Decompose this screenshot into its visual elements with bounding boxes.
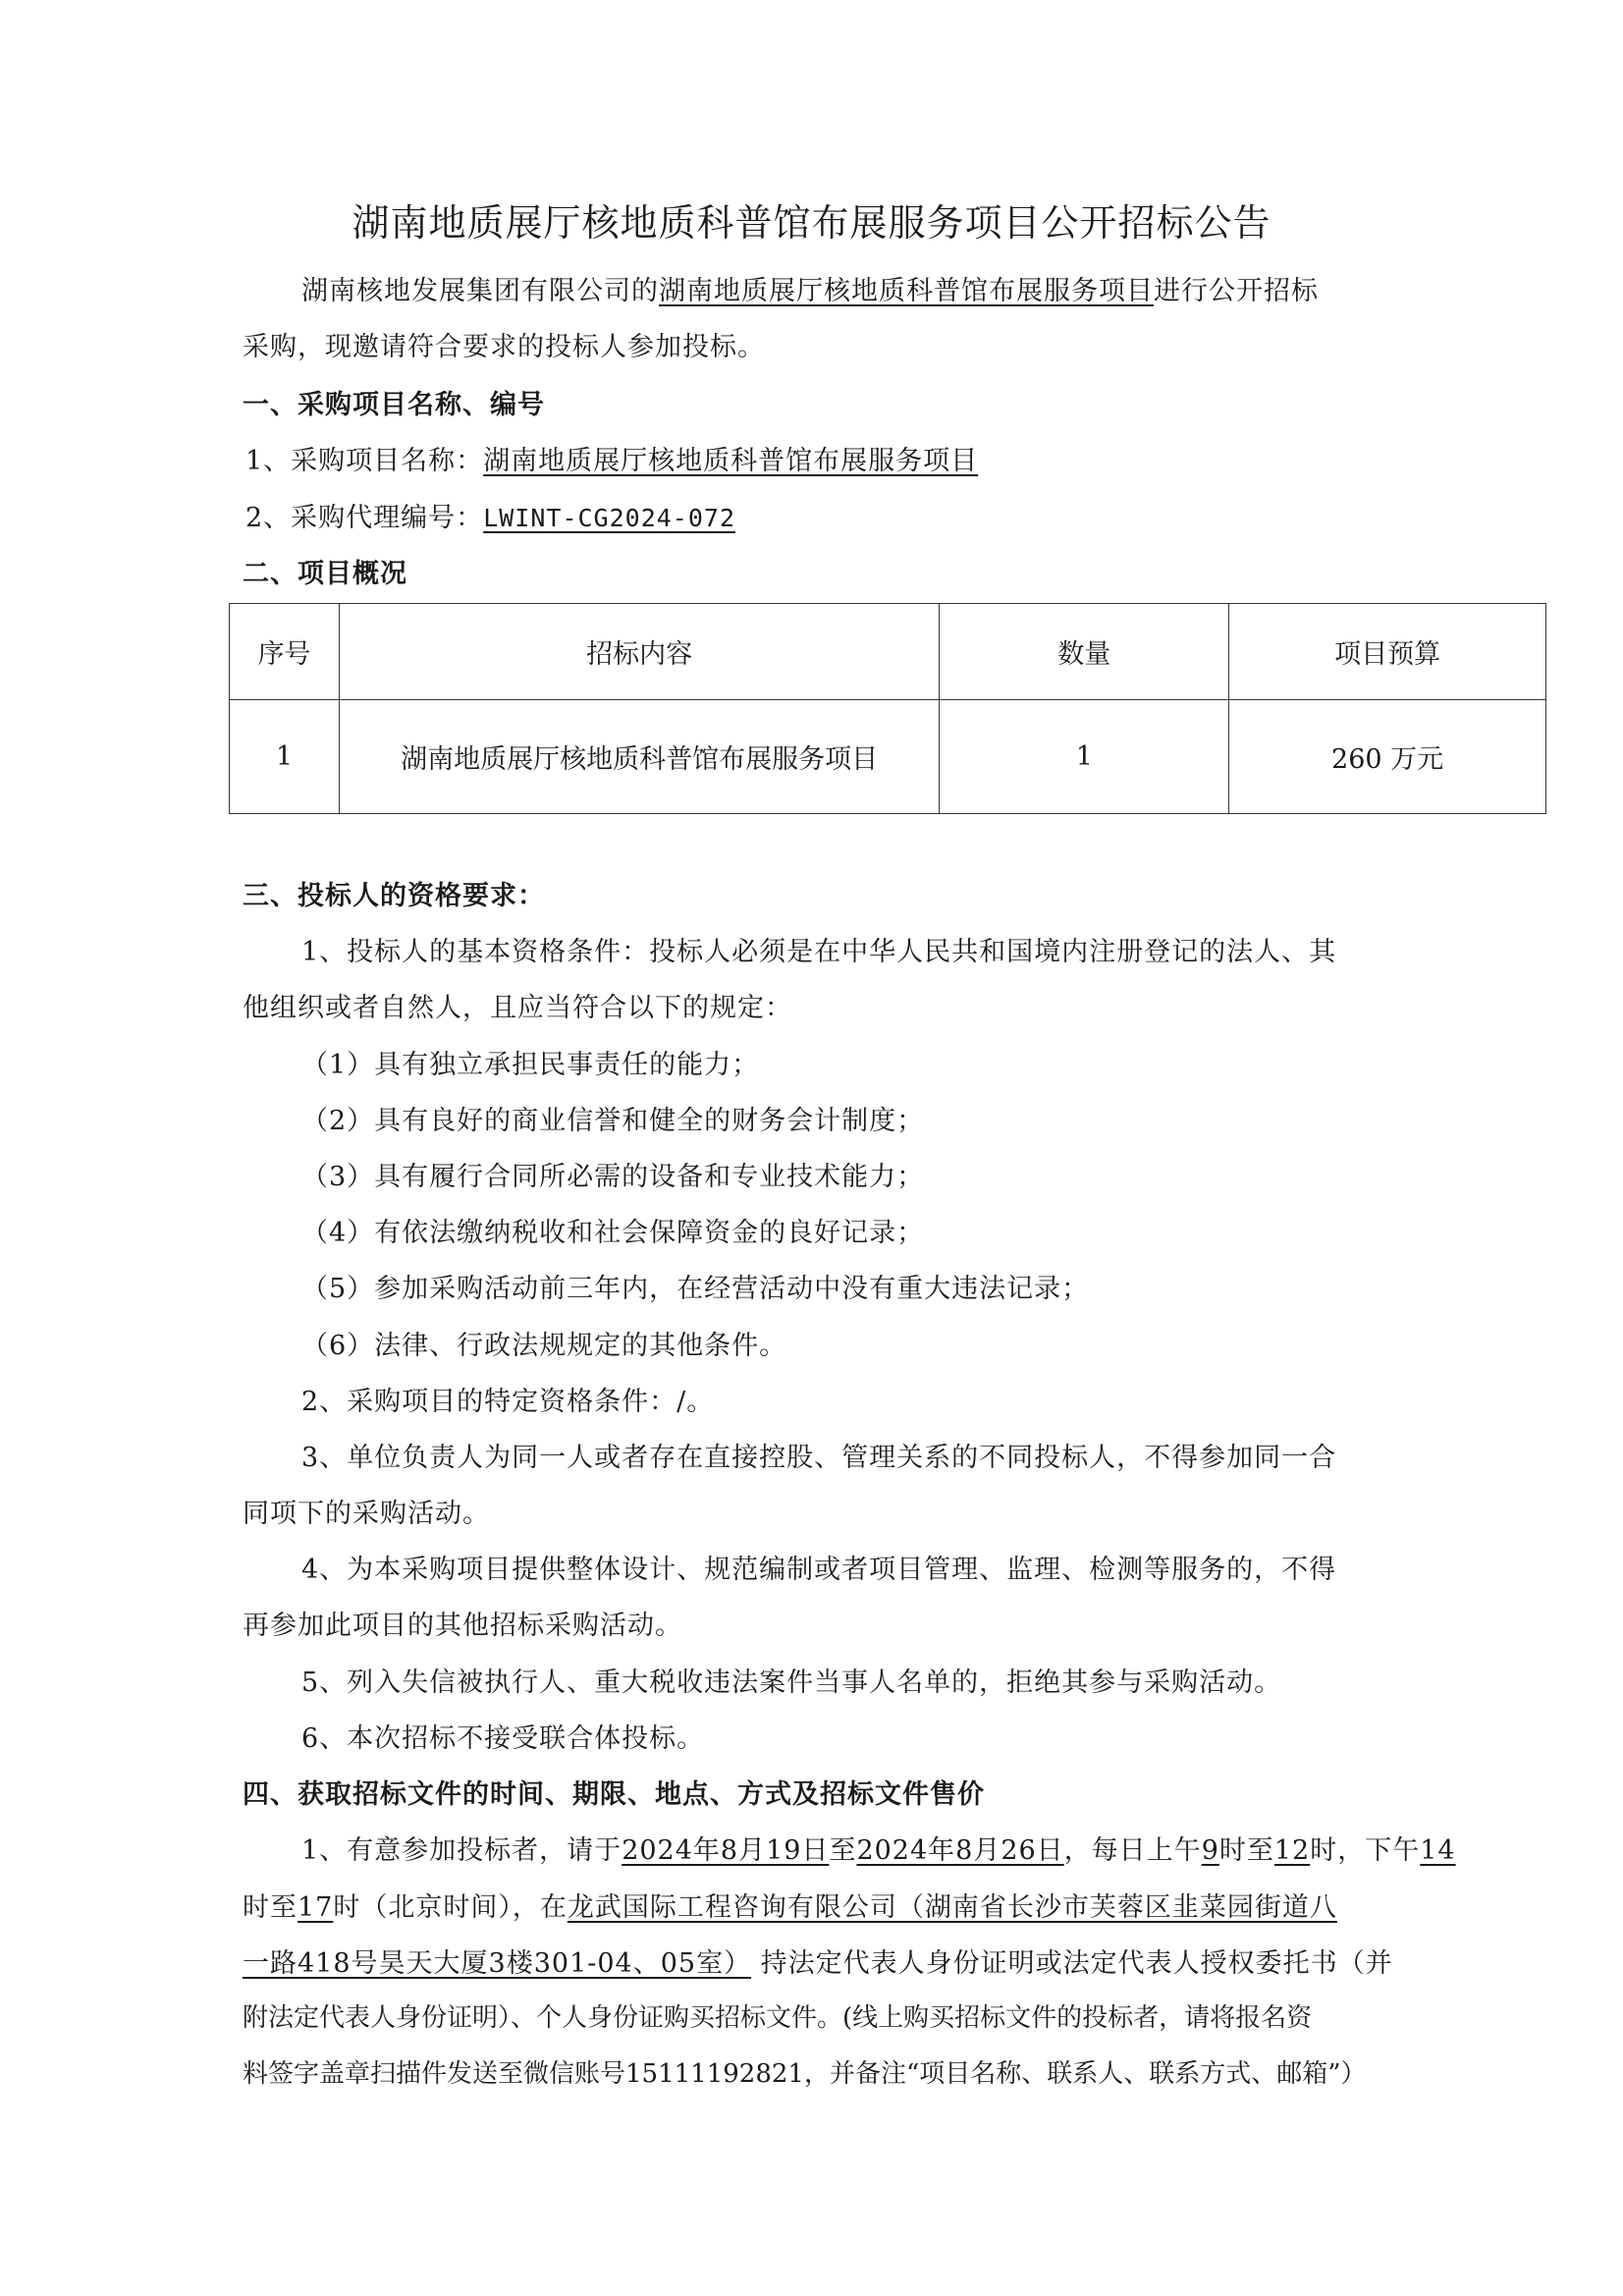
qualification-item-4: （4）有依法缴纳税收和社会保障资金的良好记录；	[301, 1218, 925, 1248]
acquisition-line-4: 附法定代表人身份证明）、个人身份证购买招标文件。(线上购买招标文件的投标者，请将报名资	[243, 2003, 1313, 2033]
start-date: 2024年8月19日	[622, 1835, 830, 1866]
qualification-p3-line-1: 3、单位负责人为同一人或者存在直接控股、管理关系的不同投标人，不得参加同一合	[301, 1443, 1337, 1473]
qualification-p1-line-2: 他组织或者自然人，且应当符合以下的规定：	[243, 993, 792, 1023]
agency-address: 龙武国际工程咨询有限公司（湖南省长沙市芙蓉区韭菜园街道八	[567, 1892, 1337, 1923]
intro-line-1	[301, 269, 1319, 307]
text: 持法定代表人身份证明或法定代表人授权委托书（并	[751, 1948, 1393, 1979]
qualification-item-2: （2）具有良好的商业信誉和健全的财务会计制度；	[301, 1106, 925, 1136]
qualification-item-5: （5）参加采购活动前三年内，在经营活动中没有重大违法记录；	[301, 1274, 1090, 1304]
project-overview-table	[229, 603, 1546, 814]
agency-code-label: 2、采购代理编号：	[245, 503, 484, 533]
text: 时（北京时间），在	[333, 1892, 568, 1923]
agency-address-cont: 一路418号昊天大厦3楼301-04、05室）	[243, 1948, 752, 1979]
afternoon-end-hour: 17	[298, 1892, 334, 1923]
morning-start-hour: 9	[1201, 1835, 1219, 1866]
intro-text: 湖南核地发展集团有限公司的	[301, 276, 659, 306]
section-3-heading: 三、投标人的资格要求：	[243, 881, 545, 911]
intro-line-2: 采购，现邀请符合要求的投标人参加投标。	[243, 332, 765, 362]
project-name-line	[245, 439, 978, 477]
acquisition-line-5: 料签字盖章扫描件发送至微信账号15111192821，并备注“项目名称、联系人、联系方式、邮箱”）	[243, 2059, 1367, 2089]
qualification-p5: 5、列入失信被执行人、重大税收违法案件当事人名单的，拒绝其参与采购活动。	[301, 1667, 1282, 1698]
text: 时至	[243, 1892, 298, 1923]
qualification-p2: 2、采购项目的特定资格条件：/。	[301, 1387, 715, 1417]
afternoon-start-hour: 14	[1420, 1835, 1456, 1866]
cell-quantity: 1	[940, 700, 1229, 814]
project-name-label: 1、采购项目名称：	[245, 446, 484, 476]
acquisition-line-1	[301, 1829, 1456, 1867]
text: 时至	[1218, 1835, 1274, 1866]
text: ，每日上午	[1063, 1835, 1202, 1866]
section-2-heading: 二、项目概况	[243, 559, 407, 589]
text: 1、有意参加投标者，请于	[301, 1835, 622, 1866]
section-1-heading: 一、采购项目名称、编号	[243, 390, 545, 420]
qualification-p1-line-1: 1、投标人的基本资格条件：投标人必须是在中华人民共和国境内注册登记的法人、其	[301, 937, 1337, 967]
intro-text-tail: 进行公开招标	[1154, 276, 1319, 306]
cell-content: 湖南地质展厅核地质科普馆布展服务项目	[339, 700, 940, 814]
agency-code-line	[245, 496, 735, 534]
qualification-p4-line-1: 4、为本采购项目提供整体设计、规范编制或者项目管理、监理、检测等服务的，不得	[301, 1555, 1337, 1585]
end-date: 2024年8月26日	[856, 1835, 1064, 1866]
text: 至	[829, 1835, 857, 1866]
text: 时，下午	[1310, 1835, 1421, 1866]
qualification-item-1: （1）具有独立承担民事责任的能力；	[301, 1050, 760, 1080]
table-row	[230, 700, 1546, 814]
col-header-index: 序号	[230, 604, 340, 700]
col-header-quantity: 数量	[940, 604, 1229, 700]
qualification-p3-line-2: 同项下的采购活动。	[243, 1499, 490, 1529]
cell-index: 1	[230, 700, 340, 814]
qualification-item-6: （6）法律、行政法规规定的其他条件。	[301, 1331, 787, 1361]
agency-code-value: LWINT-CG2024-072	[483, 504, 736, 532]
section-4-heading: 四、获取招标文件的时间、期限、地点、方式及招标文件售价	[243, 1779, 985, 1810]
page-title: 湖南地质展厅核地质科普馆布展服务项目公开招标公告	[352, 201, 1271, 245]
col-header-content: 招标内容	[339, 604, 940, 700]
qualification-p6: 6、本次招标不接受联合体投标。	[301, 1723, 705, 1754]
table-header-row	[230, 604, 1546, 700]
acquisition-line-3	[243, 1941, 1393, 1980]
project-name-underlined: 湖南地质展厅核地质科普馆布展服务项目	[659, 276, 1154, 306]
qualification-p4-line-2: 再参加此项目的其他招标采购活动。	[243, 1611, 682, 1641]
project-name-value: 湖南地质展厅核地质科普馆布展服务项目	[483, 446, 979, 476]
morning-end-hour: 12	[1273, 1835, 1311, 1866]
cell-budget: 260 万元	[1229, 700, 1546, 814]
acquisition-line-2	[243, 1886, 1337, 1924]
col-header-budget: 项目预算	[1229, 604, 1546, 700]
qualification-item-3: （3）具有履行合同所必需的设备和专业技术能力；	[301, 1162, 925, 1192]
